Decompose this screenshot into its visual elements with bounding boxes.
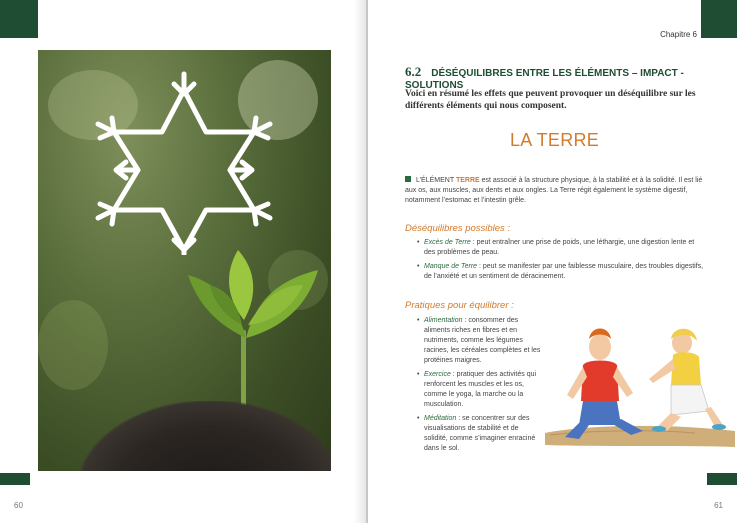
page-corner-tab [0, 473, 30, 485]
element-keyword: TERRE [455, 177, 480, 184]
section-heading [405, 64, 737, 91]
page-corner-tab [701, 0, 737, 38]
soil-mound [78, 401, 331, 471]
practices-heading: Pratiques pour équilibrer : [405, 300, 514, 311]
imbalances-list [417, 238, 707, 286]
element-title: LA TERRE [510, 130, 600, 150]
couple-illustration [545, 315, 735, 465]
page-number: 61 [714, 501, 723, 510]
seedling-image [178, 230, 328, 370]
imbalances-heading: Déséquilibres possibles : [405, 223, 511, 234]
section-number: 6.2 [405, 64, 422, 79]
list-item: • Excès de Terre : peut entraîner une prise de poids, une léthargie, une digestion lente et des problèmes de peau. [417, 238, 707, 258]
chapter-label: Chapitre 6 [660, 30, 697, 39]
section-title: DÉSÉQUILIBRES ENTRE LES ÉLÉMENTS – IMPACT - SOLUTIONS [405, 68, 684, 91]
page-number: 60 [14, 501, 23, 510]
seedling-photo [38, 50, 331, 471]
left-page [0, 0, 366, 523]
element-paragraph: L’ÉLÉMENT TERRE est associé à la structure physique, à la stabilité et à la solidité. Il est lié aux os, aux muscles, aux dents et aux ongles. La Terre régit également le système digestif, notamment l’estomac et l’intestin grêle. [405, 177, 703, 204]
page-corner-tab [707, 473, 737, 485]
star-symbol-icon [86, 70, 282, 255]
practices-list [417, 316, 542, 458]
intro-paragraph: Voici en résumé les effets que peuvent provoquer un déséquilibre sur les différents éléments qui nous composent. [405, 89, 696, 111]
square-bullet-icon [405, 176, 411, 182]
list-item: • Méditation : se concentrer sur des visualisations de stabilité et de solidité, comme s’imaginer enraciné dans le sol. [417, 414, 542, 454]
list-item: • Manque de Terre : peut se manifester par une faiblesse musculaire, des troubles digestifs, de l’anxiété et un sentiment de déracinement. [417, 262, 707, 282]
list-item: • Exercice : pratiquer des activités qui renforcent les muscles et les os, comme le yoga, la marche ou la musculation. [417, 370, 542, 410]
list-item: • Alimentation : consommer des aliments riches en fibres et en nutriments, comme les légumes racines, les céréales complètes et les protéines maigres. [417, 316, 542, 366]
page-corner-tab [0, 0, 38, 38]
